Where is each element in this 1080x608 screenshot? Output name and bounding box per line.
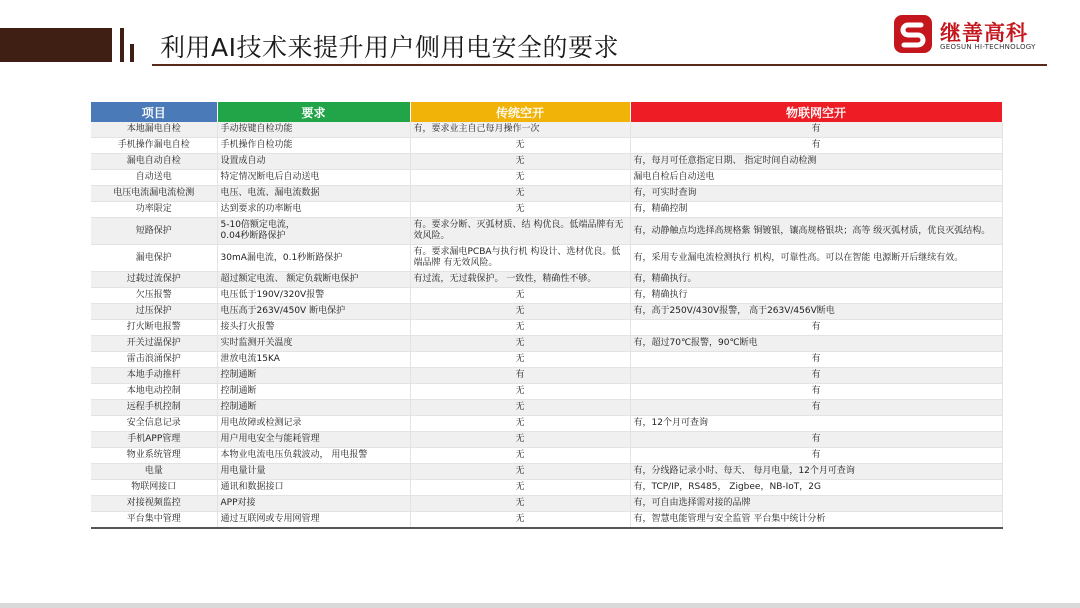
table-row: [91, 170, 1002, 186]
traditional-cell: 无: [410, 400, 630, 416]
company-logo-icon: [893, 14, 933, 54]
item-cell: 开关过温保护: [91, 336, 217, 352]
traditional-cell: 无: [410, 288, 630, 304]
traditional-cell: 有。要求分断、灭弧材质、结 构优良。低端品牌有无效风险。: [410, 218, 630, 245]
table-row: [91, 202, 1002, 218]
requirement-cell: 泄放电流15KA: [217, 352, 410, 368]
table-row: [91, 432, 1002, 448]
header-requirement: 要求: [217, 102, 410, 122]
iot-cell: 有: [630, 448, 1002, 464]
iot-cell: 有，TCP/IP，RS485， Zigbee，NB-IoT，2G: [630, 480, 1002, 496]
requirement-cell: 特定情况断电后自动送电: [217, 170, 410, 186]
item-cell: 过载过流保护: [91, 272, 217, 288]
iot-cell: 有，可实时查询: [630, 186, 1002, 202]
requirement-cell: 用电故障或检测记录: [217, 416, 410, 432]
iot-cell: 有: [630, 432, 1002, 448]
requirement-cell: 5-10倍额定电流， 0.04秒断路保护: [217, 218, 410, 245]
iot-cell: 有: [630, 320, 1002, 336]
requirement-cell: 通过互联网或专用网管理: [217, 512, 410, 529]
item-cell: 物联网接口: [91, 480, 217, 496]
requirement-cell: 手动按键自检功能: [217, 122, 410, 138]
item-cell: 电量: [91, 464, 217, 480]
traditional-cell: 有。要求漏电PCBA与执行机 构设计、选材优良。低端品牌 有无效风险。: [410, 245, 630, 272]
requirement-cell: 控制通断: [217, 384, 410, 400]
traditional-cell: 无: [410, 352, 630, 368]
requirement-cell: APP对接: [217, 496, 410, 512]
table-row: [91, 384, 1002, 400]
traditional-cell: 无: [410, 432, 630, 448]
iot-cell: 有，12个月可查询: [630, 416, 1002, 432]
requirement-cell: 超过额定电流、 额定负载断电保护: [217, 272, 410, 288]
requirement-cell: 本物业电流电压负载波动， 用电报警: [217, 448, 410, 464]
item-cell: 电压电流漏电流检测: [91, 186, 217, 202]
traditional-cell: 有: [410, 368, 630, 384]
header-iot-breaker: 物联网空开: [630, 102, 1002, 122]
requirement-cell: 用电量计量: [217, 464, 410, 480]
table-row: [91, 218, 1002, 245]
traditional-cell: 无: [410, 416, 630, 432]
iot-cell: 有，高于250V/430V报警， 高于263V/456V断电: [630, 304, 1002, 320]
iot-cell: 有，精确控制: [630, 202, 1002, 218]
requirement-cell: 实时监测开关温度: [217, 336, 410, 352]
traditional-cell: 无: [410, 464, 630, 480]
iot-cell: 有，可自由选择需对接的品牌: [630, 496, 1002, 512]
item-cell: 自动送电: [91, 170, 217, 186]
requirement-cell: 控制通断: [217, 368, 410, 384]
requirement-cell: 电压低于190V/320V报警: [217, 288, 410, 304]
table-row: [91, 245, 1002, 272]
requirement-cell: 接头打火报警: [217, 320, 410, 336]
iot-cell: 有: [630, 122, 1002, 138]
traditional-cell: 无: [410, 320, 630, 336]
table-row: [91, 154, 1002, 170]
header-accent-tick-short: [130, 44, 134, 62]
traditional-cell: 有，要求业主自己每月操作一次: [410, 122, 630, 138]
title-underline: [152, 64, 1047, 66]
item-cell: 短路保护: [91, 218, 217, 245]
table-row: [91, 448, 1002, 464]
table-row: [91, 288, 1002, 304]
table-row: [91, 352, 1002, 368]
table-row: [91, 320, 1002, 336]
header-item: 项目: [91, 102, 217, 122]
item-cell: 手机APP管理: [91, 432, 217, 448]
table-header-row: [91, 102, 1002, 122]
iot-cell: 有，智慧电能管理与安全监管 平台集中统计分析: [630, 512, 1002, 529]
traditional-cell: 有过流，无过载保护。 一致性，精确性不够。: [410, 272, 630, 288]
traditional-cell: 无: [410, 336, 630, 352]
requirement-cell: 通讯和数据接口: [217, 480, 410, 496]
company-logo-subtitle: GEOSUN HI-TECHNOLOGY: [940, 43, 1036, 51]
iot-cell: 有，精确执行: [630, 288, 1002, 304]
item-cell: 打火断电报警: [91, 320, 217, 336]
table-row: [91, 368, 1002, 384]
traditional-cell: 无: [410, 512, 630, 529]
item-cell: 雷击浪涌保护: [91, 352, 217, 368]
header-traditional-breaker: 传统空开: [410, 102, 630, 122]
iot-cell: 有，每月可任意指定日期、 指定时间自动检测: [630, 154, 1002, 170]
traditional-cell: 无: [410, 186, 630, 202]
table-row: [91, 400, 1002, 416]
iot-cell: 有: [630, 138, 1002, 154]
table-row: [91, 304, 1002, 320]
item-cell: 本地电动控制: [91, 384, 217, 400]
traditional-cell: 无: [410, 384, 630, 400]
item-cell: 欠压报警: [91, 288, 217, 304]
traditional-cell: 无: [410, 154, 630, 170]
table-row: [91, 496, 1002, 512]
table-row: [91, 480, 1002, 496]
requirements-table: [91, 102, 1003, 529]
item-cell: 对接视频监控: [91, 496, 217, 512]
table-row: [91, 122, 1002, 138]
table-row: [91, 416, 1002, 432]
requirement-cell: 电压、电流、漏电流数据: [217, 186, 410, 202]
iot-cell: 有: [630, 384, 1002, 400]
table-row: [91, 138, 1002, 154]
requirement-cell: 电压高于263V/450V 断电保护: [217, 304, 410, 320]
slide-title: 利用AI技术来提升用户侧用电安全的要求: [160, 33, 619, 62]
header-accent-tick: [120, 28, 124, 62]
item-cell: 功率限定: [91, 202, 217, 218]
item-cell: 远程手机控制: [91, 400, 217, 416]
iot-cell: 漏电自检后自动送电: [630, 170, 1002, 186]
traditional-cell: 无: [410, 480, 630, 496]
table-row: [91, 336, 1002, 352]
iot-cell: 有: [630, 368, 1002, 384]
requirement-cell: 手机操作自检功能: [217, 138, 410, 154]
traditional-cell: 无: [410, 448, 630, 464]
item-cell: 过压保护: [91, 304, 217, 320]
traditional-cell: 无: [410, 496, 630, 512]
table-row: [91, 512, 1002, 529]
table-row: [91, 272, 1002, 288]
table-row: [91, 464, 1002, 480]
item-cell: 安全信息记录: [91, 416, 217, 432]
traditional-cell: 无: [410, 202, 630, 218]
iot-cell: 有: [630, 400, 1002, 416]
traditional-cell: 无: [410, 304, 630, 320]
item-cell: 平台集中管理: [91, 512, 217, 529]
iot-cell: 有，动静触点均选择高规格紫 铜镀银，镶高规格银块；高等 级灭弧材质，优良灭弧结构。: [630, 218, 1002, 245]
table-row: [91, 186, 1002, 202]
item-cell: 漏电自动自检: [91, 154, 217, 170]
footer-divider: [0, 603, 1080, 608]
item-cell: 漏电保护: [91, 245, 217, 272]
requirement-cell: 达到要求的功率断电: [217, 202, 410, 218]
iot-cell: 有，精确执行。: [630, 272, 1002, 288]
requirement-cell: 用户用电安全与能耗管理: [217, 432, 410, 448]
item-cell: 本地漏电自检: [91, 122, 217, 138]
requirement-cell: 设置成自动: [217, 154, 410, 170]
iot-cell: 有，超过70℃报警，90℃断电: [630, 336, 1002, 352]
header-accent-bar: [0, 28, 112, 62]
company-logo-name: 继善高科: [940, 21, 1028, 45]
iot-cell: 有，采用专业漏电流检测执行 机构，可靠性高。可以在智能 电源断开后继续有效。: [630, 245, 1002, 272]
traditional-cell: 无: [410, 170, 630, 186]
iot-cell: 有: [630, 352, 1002, 368]
requirement-cell: 30mA漏电流，0.1秒断路保护: [217, 245, 410, 272]
traditional-cell: 无: [410, 138, 630, 154]
requirement-cell: 控制通断: [217, 400, 410, 416]
iot-cell: 有，分线路记录小时、每天、 每月电量，12个月可查询: [630, 464, 1002, 480]
item-cell: 手机操作漏电自检: [91, 138, 217, 154]
item-cell: 物业系统管理: [91, 448, 217, 464]
item-cell: 本地手动推杆: [91, 368, 217, 384]
